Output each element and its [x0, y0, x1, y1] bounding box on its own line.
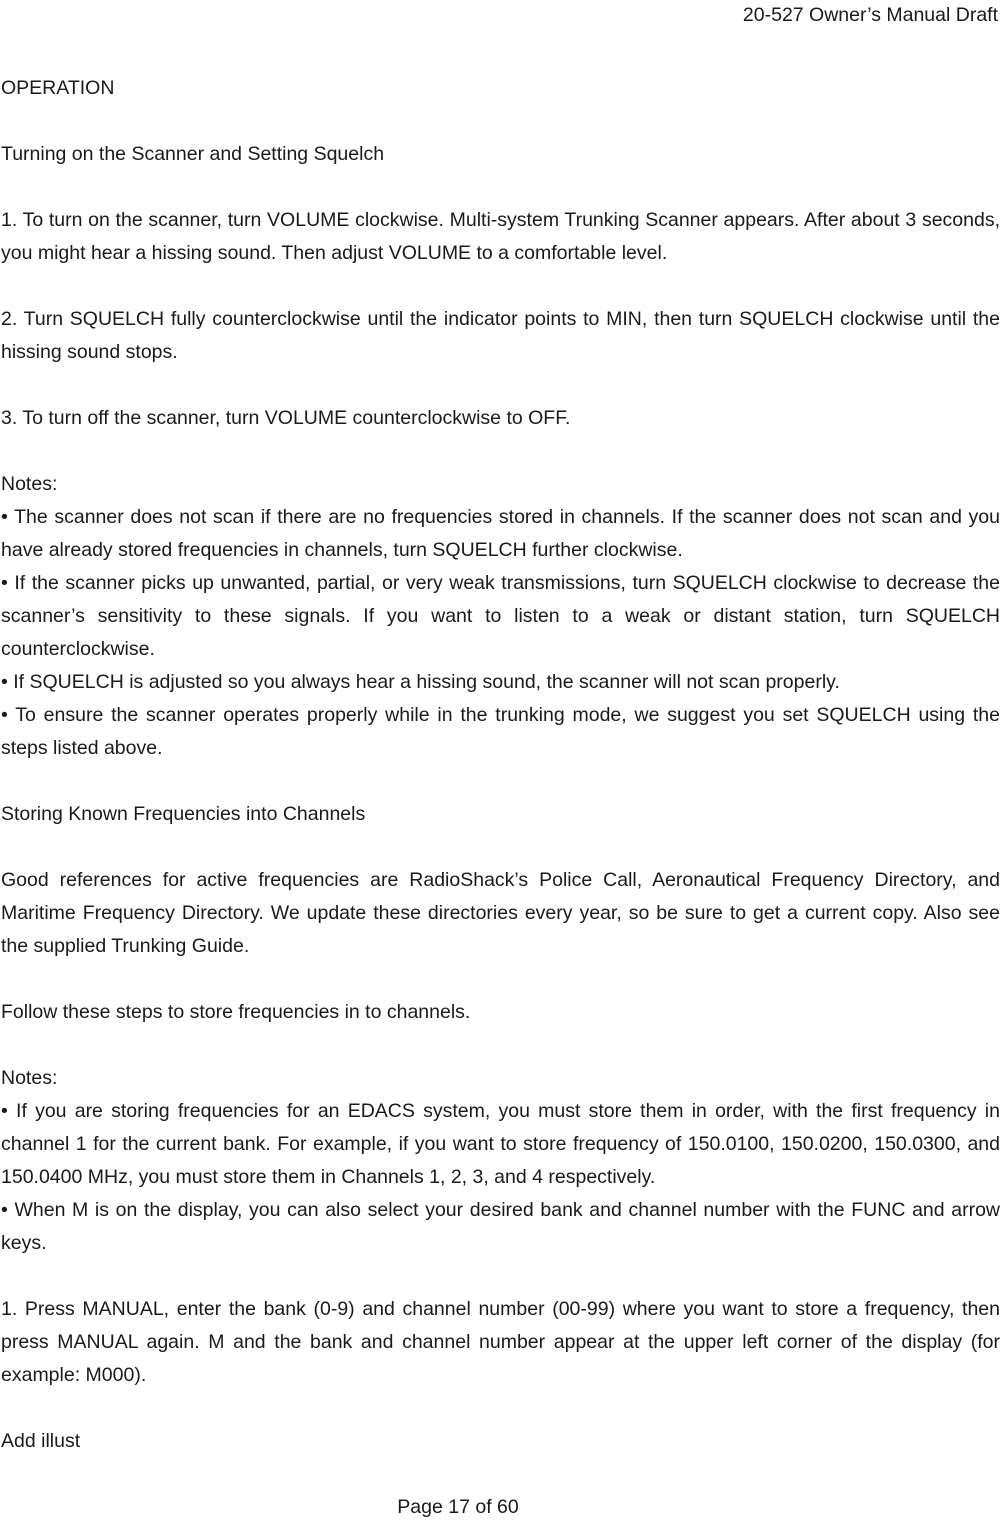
note-item: • To ensure the scanner operates properly while in the trunking mode, we suggest you set SQUELCH using the steps listed above. [1, 704, 1000, 759]
store-step-1-paragraph: 1. Press MANUAL, enter the bank (0-9) and channel number (00-99) where you want to store a frequency, then press MANUAL again. M and the bank and channel number appear at the upper left corner of the display (for example: M000). [1, 1298, 1000, 1386]
note-item: • If you are storing frequencies for an EDACS system, you must store them in order, with the first frequency in channel 1 for the current bank. For example, if you want to store frequency of 150.0100, 150.0200, 150.0300, and 150.0400 MHz, you must store them in Channels 1, 2, 3, and 4 respectively. [1, 1100, 1000, 1188]
note-item: • The scanner does not scan if there are no frequencies stored in channels. If the scanner does not scan and you have already stored frequencies in channels, turn SQUELCH further clockwise. [1, 506, 1000, 561]
subheading-turning-on: Turning on the Scanner and Setting Squelch [1, 143, 385, 165]
follow-steps-paragraph: Follow these steps to store frequencies in to channels. [1, 1001, 471, 1023]
step-3-paragraph: 3. To turn off the scanner, turn VOLUME counterclockwise to OFF. [1, 407, 571, 429]
document-body [1, 72, 1000, 1458]
notes-label: Notes: [1, 473, 58, 495]
page-number: Page 17 of 60 [397, 1496, 519, 1518]
notes-label: Notes: [1, 1067, 58, 1089]
subheading-storing: Storing Known Frequencies into Channels [1, 803, 366, 825]
step-1-paragraph: 1. To turn on the scanner, turn VOLUME clockwise. Multi-system Trunking Scanner appears. After about 3 seconds, you might hear a hissing sound. Then adjust VOLUME to a comfortable level. [1, 209, 1000, 264]
note-item: • If the scanner picks up unwanted, partial, or very weak transmissions, turn SQUELCH clockwise to decrease the scanner’s sensitivity to these signals. If you want to listen to a weak or distant station, turn SQUELCH counterclockwise. [1, 572, 1000, 660]
section-heading-operation: OPERATION [1, 77, 115, 99]
note-item: • When M is on the display, you can also select your desired bank and channel number with the FUNC and arrow keys. [1, 1199, 1000, 1254]
illustration-placeholder: Add illust [1, 1430, 81, 1452]
document-header: 20-527 Owner’s Manual Draft [742, 4, 998, 26]
note-item: • If SQUELCH is adjusted so you always hear a hissing sound, the scanner will not scan properly. [1, 671, 840, 693]
step-2-paragraph: 2. Turn SQUELCH fully counterclockwise until the indicator points to MIN, then turn SQUELCH clockwise until the hissing sound stops. [1, 308, 1000, 363]
references-paragraph: Good references for active frequencies are RadioShack’s Police Call, Aeronautical Frequency Directory, and Maritime Frequency Directory. We update these directories every year, so be sure to get a current copy. Also see the supplied Trunking Guide. [1, 869, 1000, 957]
